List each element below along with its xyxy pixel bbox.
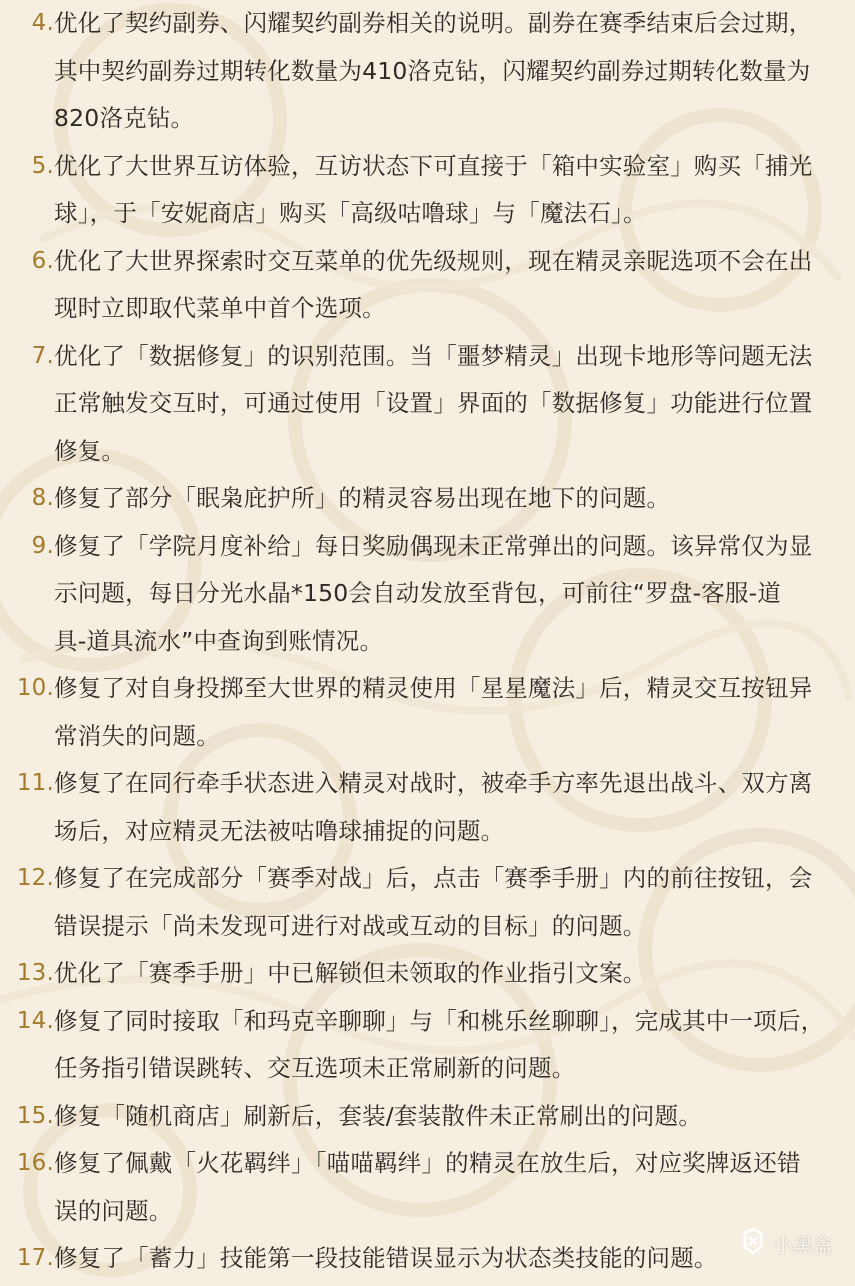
note-text-line: 正常触发交互时，可通过使用「设置」界面的「数据修复」功能进行位置 [54, 389, 813, 417]
item-number: 12. [16, 865, 54, 891]
item-number: 16. [16, 1150, 54, 1176]
note-item-6 [0, 238, 855, 333]
note-item-15 [0, 1093, 855, 1141]
note-text-line: 误的问题。 [54, 1196, 173, 1225]
note-text-line: 优化了「赛季手册」中已解锁但未领取的作业指引文案。 [54, 959, 647, 987]
note-item-12 [0, 855, 855, 950]
item-number: 6. [31, 247, 54, 274]
watermark-text: 小黑盒 [773, 1233, 833, 1257]
note-text-line: 修复了在完成部分「赛季对战」后，点击「赛季手册」内的前往按钮，会 [54, 864, 813, 892]
heybox-logo-icon [739, 1227, 767, 1260]
note-text-line: 优化了契约副券、闪耀契约副券相关的说明。副券在赛季结束后会过期， [54, 9, 813, 37]
note-text-line: 修复了在同行牵手状态进入精灵对战时，被牵手方率先退出战斗、双方离 [54, 769, 813, 797]
item-number: 11. [16, 770, 54, 796]
note-item-9 [0, 523, 855, 666]
item-number: 10. [16, 675, 54, 701]
item-number: 8. [31, 485, 54, 511]
note-text-line: 其中契约副券过期转化数量为410洛克钻，闪耀契约副券过期转化数量为 [54, 56, 811, 85]
item-number: 5. [31, 152, 54, 179]
note-text-line: 修复了部分「眠枭庇护所」的精灵容易出现在地下的问题。 [54, 484, 671, 512]
note-text-line: 示问题，每日分光水晶*150会自动发放至背包，可前往“罗盘-客服-道 [54, 579, 782, 607]
note-text-line: 现时立即取代菜单中首个选项。 [54, 294, 386, 322]
note-text-line: 球」，于「安妮商店」购买「高级咕噜球」与「魔法石」。 [54, 199, 647, 227]
item-number: 4. [31, 10, 54, 36]
note-text-line: 修复。 [54, 436, 126, 465]
note-text-line: 场后，对应精灵无法被咕噜球捕捉的问题。 [54, 816, 505, 845]
note-item-4 [0, 0, 855, 143]
note-item-10 [0, 665, 855, 760]
note-text-line: 优化了「数据修复」的识别范围。当「噩梦精灵」出现卡地形等问题无法 [54, 341, 813, 370]
note-text-line: 优化了大世界探索时交互菜单的优先级规则，现在精灵亲昵选项不会在出 [54, 246, 813, 275]
note-text-line: 优化了大世界互访体验，互访状态下可直接于「箱中实验室」购买「捕光 [54, 151, 813, 180]
note-text-line: 820洛克钻。 [54, 104, 195, 132]
note-text-line: 修复了「学院月度补给」每日奖励偶现未正常弹出的问题。该异常仅为显 [54, 531, 813, 560]
note-item-17 [0, 1235, 855, 1283]
note-text-line: 修复了对自身投掷至大世界的精灵使用「星星魔法」后，精灵交互按钮异 [54, 674, 813, 702]
note-text-line: 修复「随机商店」刷新后，套装/套装散件未正常刷出的问题。 [54, 1101, 703, 1130]
note-text-line: 修复了「蓄力」技能第一段技能错误显示为状态类技能的问题。 [54, 1244, 718, 1272]
note-text-line: 具-道具流水”中查询到账情况。 [54, 626, 384, 655]
note-text-line: 常消失的问题。 [54, 721, 220, 750]
note-item-11 [0, 760, 855, 855]
note-item-13 [0, 950, 855, 998]
item-number: 15. [16, 1102, 54, 1129]
note-item-14 [0, 998, 855, 1093]
item-number: 13. [16, 960, 54, 986]
note-text-line: 修复了同时接取「和玛克辛聊聊」与「和桃乐丝聊聊」，完成其中一项后， [54, 1006, 825, 1035]
note-text-line: 任务指引错误跳转、交互选项未正常刷新的问题。 [54, 1054, 576, 1082]
item-number: 9. [31, 532, 54, 559]
note-item-5 [0, 143, 855, 238]
item-number: 7. [31, 342, 54, 369]
note-item-7 [0, 333, 855, 476]
item-number: 17. [16, 1245, 54, 1271]
note-item-16 [0, 1140, 855, 1235]
item-number: 14. [16, 1007, 54, 1034]
note-text-line: 错误提示「尚未发现可进行对战或互动的目标」的问题。 [54, 911, 647, 940]
heybox-watermark [739, 1227, 833, 1260]
note-item-8 [0, 475, 855, 523]
note-text-line: 修复了佩戴「火花羁绊」「喵喵羁绊」的精灵在放生后，对应奖牌返还错 [54, 1149, 801, 1177]
